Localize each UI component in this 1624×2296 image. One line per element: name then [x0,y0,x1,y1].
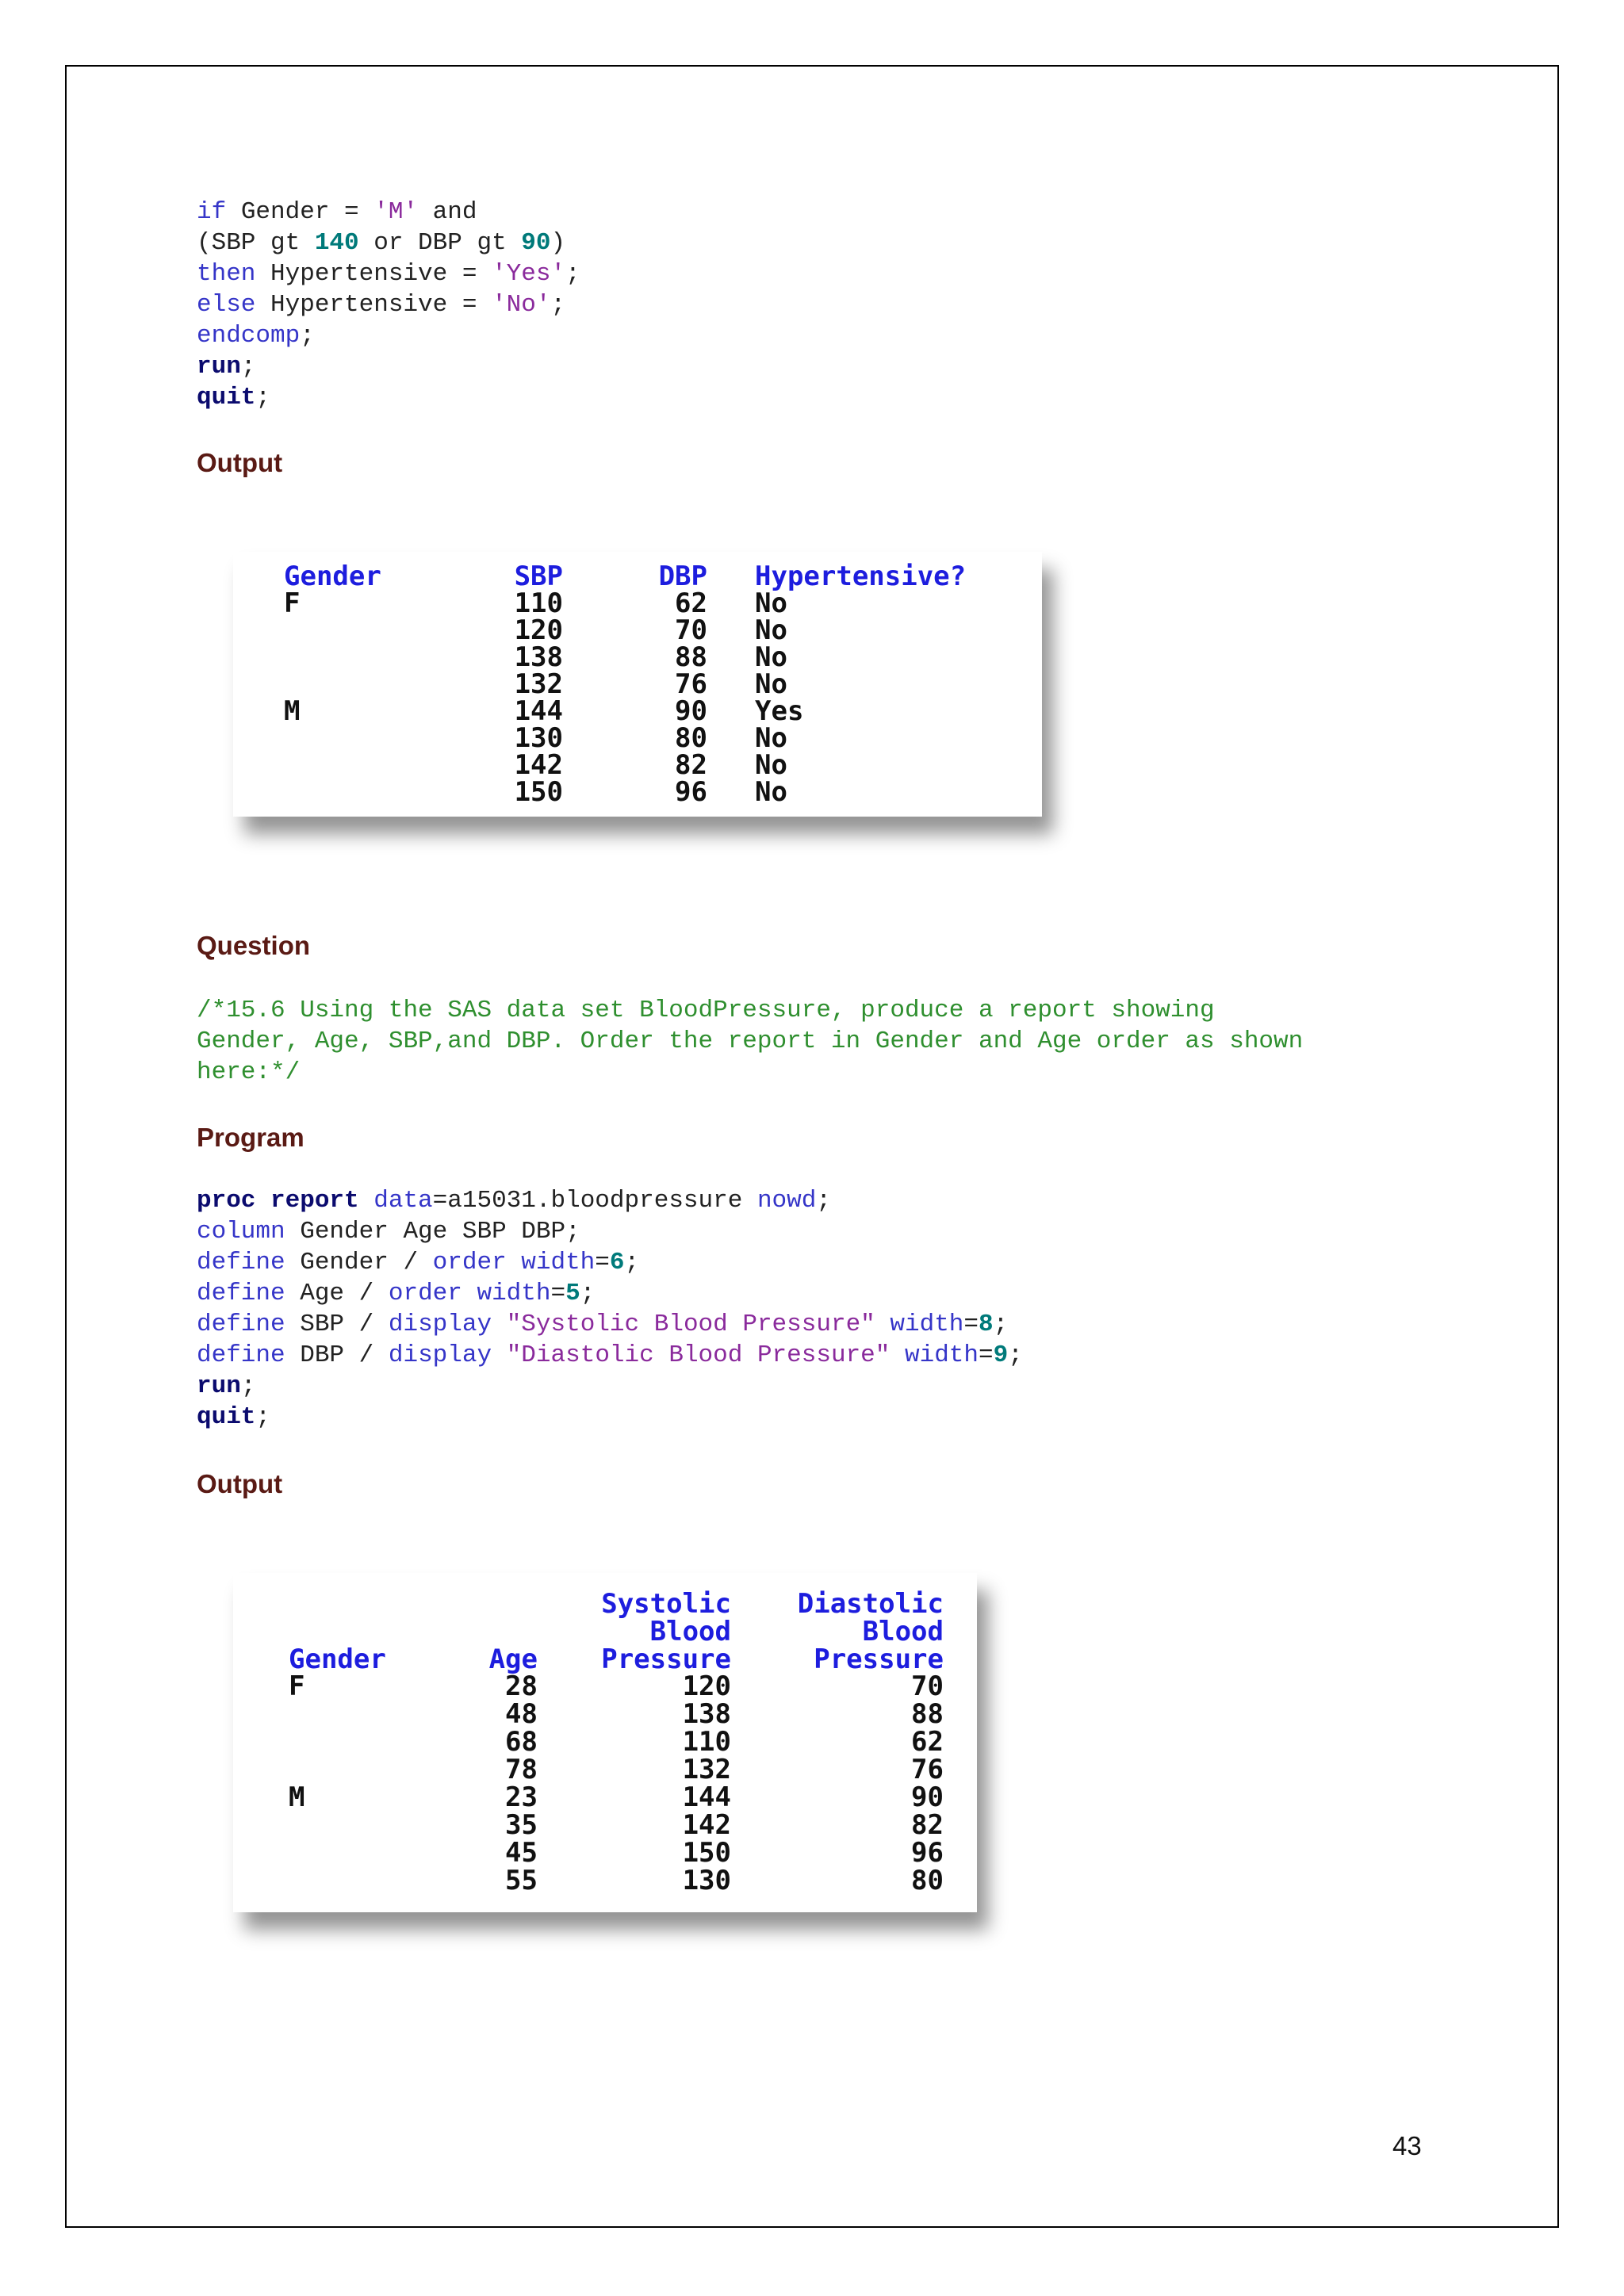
code-token: 'No' [492,291,551,319]
output-screenshot-report [233,1573,977,1912]
code-token: Hypertensive = [255,291,492,319]
header-dbp: DBP [658,561,707,592]
code-token: ; [1008,1341,1023,1369]
code-token [890,1341,905,1369]
header-age: Age [488,1644,538,1675]
code-token: (SBP gt [197,229,315,257]
code-line [197,1340,1023,1371]
cell-gender: F [284,587,301,619]
cell-hypertensive: No [755,614,787,646]
cell-sbp: 144 [514,695,563,727]
code-token: "Systolic Blood Pressure" [506,1311,875,1338]
header-hypertensive: Hypertensive? [755,561,967,592]
cell-sbp: 150 [682,1837,731,1869]
code-token: DBP / [285,1341,389,1369]
code-token: ; [993,1311,1009,1338]
output-screenshot-hypertensive [233,552,1042,817]
code-line [197,1371,1023,1402]
cell-gender: M [284,695,301,727]
code-token: ; [300,322,315,350]
cell-sbp: 130 [514,722,563,754]
code-token: and [418,198,477,226]
cell-dbp: 70 [911,1670,944,1702]
code-token: Gender = [226,198,374,226]
heading-question: Question [197,931,311,960]
cell-hypertensive: No [755,587,787,619]
cell-dbp: 96 [675,776,707,808]
cell-age: 48 [505,1698,538,1730]
code-token: or DBP gt [358,229,522,257]
code-token: column [197,1218,285,1246]
code-line [197,1247,1023,1278]
cell-sbp: 110 [514,587,563,619]
cell-hypertensive: No [755,749,787,781]
code-line [197,228,580,258]
code-token: if [197,198,227,226]
header-systolic-line-2: Blood [649,1616,731,1647]
code-line [197,1402,1023,1433]
code-line [197,382,580,413]
cell-sbp: 110 [682,1726,731,1758]
code-token: SBP / [285,1311,389,1338]
cell-age: 55 [505,1865,538,1896]
cell-hypertensive: No [755,776,787,808]
code-token: endcomp [197,322,301,350]
cell-hypertensive: No [755,668,787,700]
header-gender: Gender [289,1644,386,1675]
comment-line: Gender, Age, SBP,and DBP. Order the report in Gender and Age order as shown [197,1027,1304,1055]
code-token: 140 [314,229,359,257]
code-token: nowd [756,1187,817,1215]
cell-sbp: 142 [682,1809,731,1841]
code-token: ) [550,229,566,257]
code-token: then [197,260,256,288]
code-token: = [963,1311,979,1338]
cell-dbp: 70 [675,614,707,646]
cell-sbp: 138 [514,641,563,673]
cell-sbp: 120 [682,1670,731,1702]
code-token: quit [197,1403,256,1431]
code-token: proc report [197,1187,359,1215]
code-line [197,320,580,351]
code-token: width [890,1311,964,1338]
code-token: define [197,1311,285,1338]
code-token: display [388,1341,492,1369]
cell-sbp: 132 [682,1754,731,1785]
cell-sbp: 130 [682,1865,731,1896]
code-token: else [197,291,256,319]
code-token: ; [624,1249,640,1276]
code-token: 5 [565,1280,580,1307]
code-token: display [388,1311,492,1338]
cell-dbp: 90 [911,1781,944,1813]
code-token: 'Yes' [492,260,566,288]
header-diastolic-line-1: Diastolic [797,1588,944,1620]
header-diastolic-line-2: Blood [862,1616,944,1647]
code-token: 90 [521,229,551,257]
code-token: define [197,1280,285,1307]
code-line [197,258,580,289]
cell-gender: M [289,1781,305,1813]
code-token: quit [197,384,256,411]
cell-age: 23 [505,1781,538,1813]
cell-age: 28 [505,1670,538,1702]
cell-age: 78 [505,1754,538,1785]
code-token: ; [255,384,271,411]
header-diastolic-line-3: Pressure [814,1644,944,1675]
cell-dbp: 90 [675,695,707,727]
header-systolic-line-3: Pressure [601,1644,731,1675]
code-line [197,1309,1023,1340]
code-token: ; [565,260,580,288]
cell-dbp: 82 [675,749,707,781]
code-token: 8 [979,1311,994,1338]
code-token: ; [240,1372,256,1400]
cell-dbp: 82 [911,1809,944,1841]
code-token: 'M' [373,198,419,226]
code-token: Hypertensive = [255,260,492,288]
cell-dbp: 76 [675,668,707,700]
code-token: run [197,353,241,381]
code-line [197,351,580,382]
cell-age: 45 [505,1837,538,1869]
cell-sbp: 150 [514,776,563,808]
cell-sbp: 144 [682,1781,731,1813]
heading-output-1: Output [197,448,283,477]
code-line [197,1185,1023,1216]
code-block-proc-report [197,1185,1023,1433]
cell-hypertensive: Yes [755,695,804,727]
code-token: "Diastolic Blood Pressure" [506,1341,891,1369]
code-token: width [905,1341,979,1369]
code-token: Age / [285,1280,389,1307]
code-token: define [197,1249,285,1276]
code-token: order width [432,1249,596,1276]
cell-dbp: 96 [911,1837,944,1869]
code-token: ; [550,291,566,319]
page-number: 43 [1392,2131,1422,2160]
cell-hypertensive: No [755,641,787,673]
code-token: = [550,1280,566,1307]
cell-sbp: 120 [514,614,563,646]
code-token [875,1311,891,1338]
code-token [492,1311,507,1338]
cell-dbp: 88 [675,641,707,673]
code-line [197,1216,1023,1247]
cell-dbp: 76 [911,1754,944,1785]
cell-gender: F [289,1670,305,1702]
cell-dbp: 62 [675,587,707,619]
heading-program: Program [197,1123,304,1152]
code-token: = [979,1341,994,1369]
question-comment [197,995,1303,1088]
code-token: ; [255,1403,271,1431]
code-token: data [373,1187,433,1215]
cell-dbp: 62 [911,1726,944,1758]
code-token: 9 [993,1341,1009,1369]
code-token: order width [388,1280,551,1307]
cell-dbp: 88 [911,1698,944,1730]
cell-sbp: 142 [514,749,563,781]
code-token: run [197,1372,241,1400]
code-token: 6 [609,1249,625,1276]
comment-line: /*15.6 Using the SAS data set BloodPressure, produce a report showing [197,997,1215,1024]
code-line [197,1278,1023,1309]
code-token: ; [580,1280,596,1307]
cell-sbp: 138 [682,1698,731,1730]
header-systolic-line-1: Systolic [601,1588,731,1620]
code-token: Gender Age SBP DBP; [285,1218,580,1246]
code-token: Gender / [285,1249,433,1276]
code-token: =a15031.bloodpressure [432,1187,757,1215]
cell-dbp: 80 [675,722,707,754]
code-line [197,289,580,320]
code-token [492,1341,507,1369]
cell-hypertensive: No [755,722,787,754]
code-line [197,197,580,228]
code-token: define [197,1341,285,1369]
cell-age: 35 [505,1809,538,1841]
header-sbp: SBP [514,561,563,592]
cell-dbp: 80 [911,1865,944,1896]
heading-output-2: Output [197,1469,283,1498]
code-block-if-then [197,197,580,413]
code-token: = [595,1249,610,1276]
cell-sbp: 132 [514,668,563,700]
code-token: ; [240,353,256,381]
code-token: ; [816,1187,831,1215]
code-token [359,1187,374,1215]
cell-age: 68 [505,1726,538,1758]
comment-line: here:*/ [197,1058,301,1086]
header-gender: Gender [284,561,381,592]
